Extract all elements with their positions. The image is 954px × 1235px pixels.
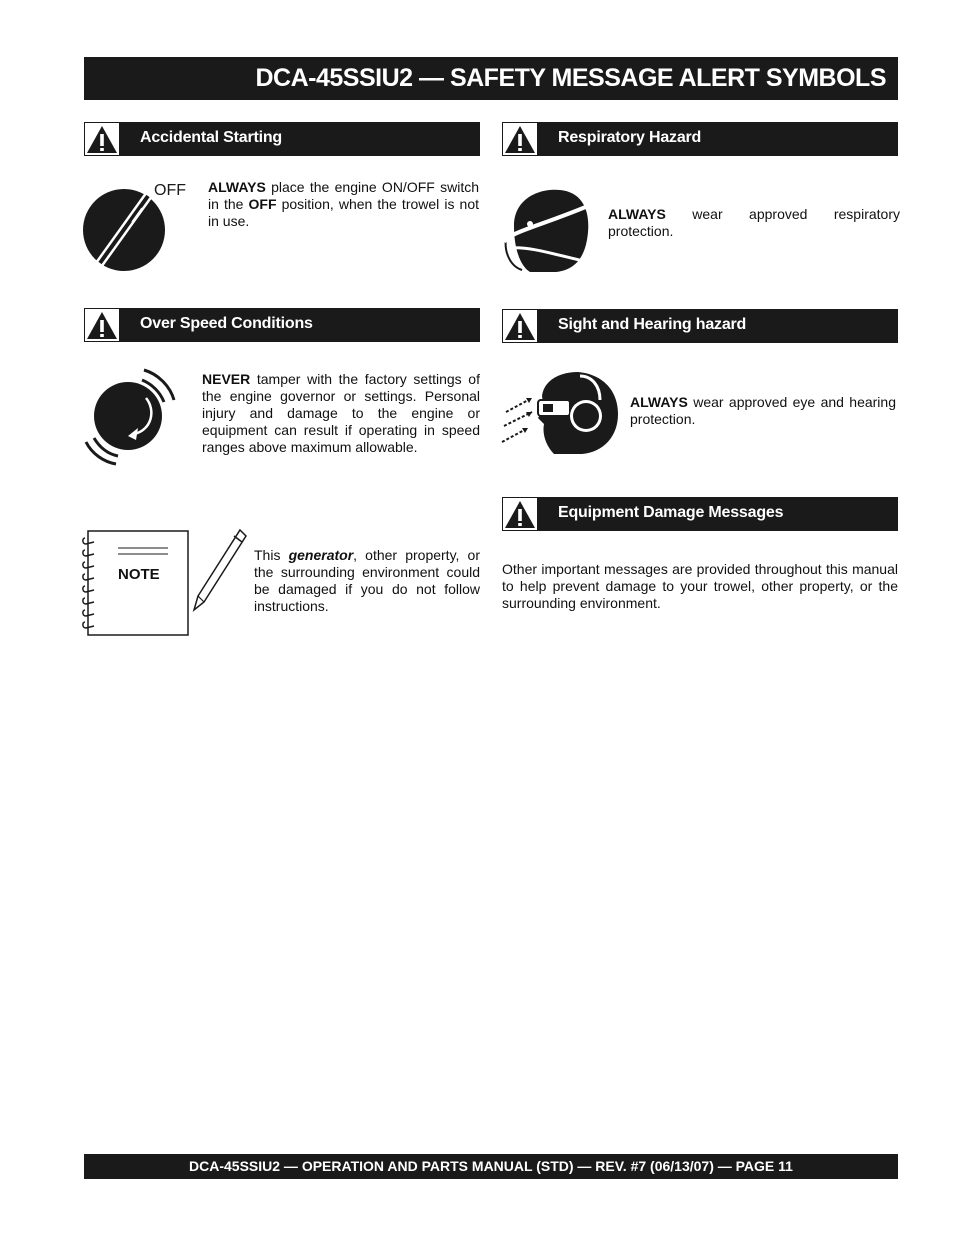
section-header-over-speed <box>84 308 480 342</box>
section-header-accidental-starting <box>84 122 480 156</box>
section-heading: Accidental Starting <box>140 129 283 146</box>
warning-triangle-icon <box>502 497 538 531</box>
section-heading: Equipment Damage Messages <box>558 504 784 521</box>
warning-triangle-icon <box>84 308 120 342</box>
switch-off-label: OFF <box>154 182 186 199</box>
on-off-switch-icon <box>82 178 194 277</box>
sight-hearing-text: ALWAYS wear approved eye and hearing protection. <box>630 394 896 427</box>
warning-triangle-icon <box>502 122 538 156</box>
respiratory-hazard-text: ALWAYS wear approved respiratory protection. <box>608 206 900 239</box>
note-badge: NOTE <box>118 566 160 583</box>
note-text: This generator, other property, or the surrounding environment could be damaged if you do not follow instructions. <box>254 547 480 614</box>
warning-triangle-icon <box>84 122 120 156</box>
warning-triangle-icon <box>502 309 538 343</box>
equipment-damage-text: Other important messages are provided throughout this manual to help prevent damage to your trowel, other property, or the surrounding environment. <box>502 561 898 611</box>
section-heading: Sight and Hearing hazard <box>558 316 747 333</box>
section-header-equipment-damage <box>502 497 898 531</box>
over-speed-text: NEVER tamper with the factory settings of the engine governor or settings. Personal injury and damage to the engine or equipment can result if operating in speed ranges above maximum allowable. <box>202 371 480 455</box>
notepad-pencil-icon <box>82 526 252 643</box>
section-header-sight-hearing <box>502 309 898 343</box>
respirator-mask-icon <box>500 186 592 281</box>
page-footer: DCA-45SSIU2 — OPERATION AND PARTS MANUAL (STD) — REV. #7 (06/13/07) — PAGE 11 <box>84 1154 898 1179</box>
rotating-governor-icon <box>82 362 182 475</box>
section-heading: Over Speed Conditions <box>140 315 313 332</box>
goggles-earmuffs-icon <box>498 370 622 461</box>
page-title: DCA-45SSIU2 — SAFETY MESSAGE ALERT SYMBOLS <box>84 57 898 100</box>
section-header-respiratory-hazard <box>502 122 898 156</box>
section-heading: Respiratory Hazard <box>558 129 702 146</box>
accidental-starting-text: ALWAYS place the engine ON/OFF switch in the OFF position, when the trowel is not in use. <box>208 179 479 229</box>
